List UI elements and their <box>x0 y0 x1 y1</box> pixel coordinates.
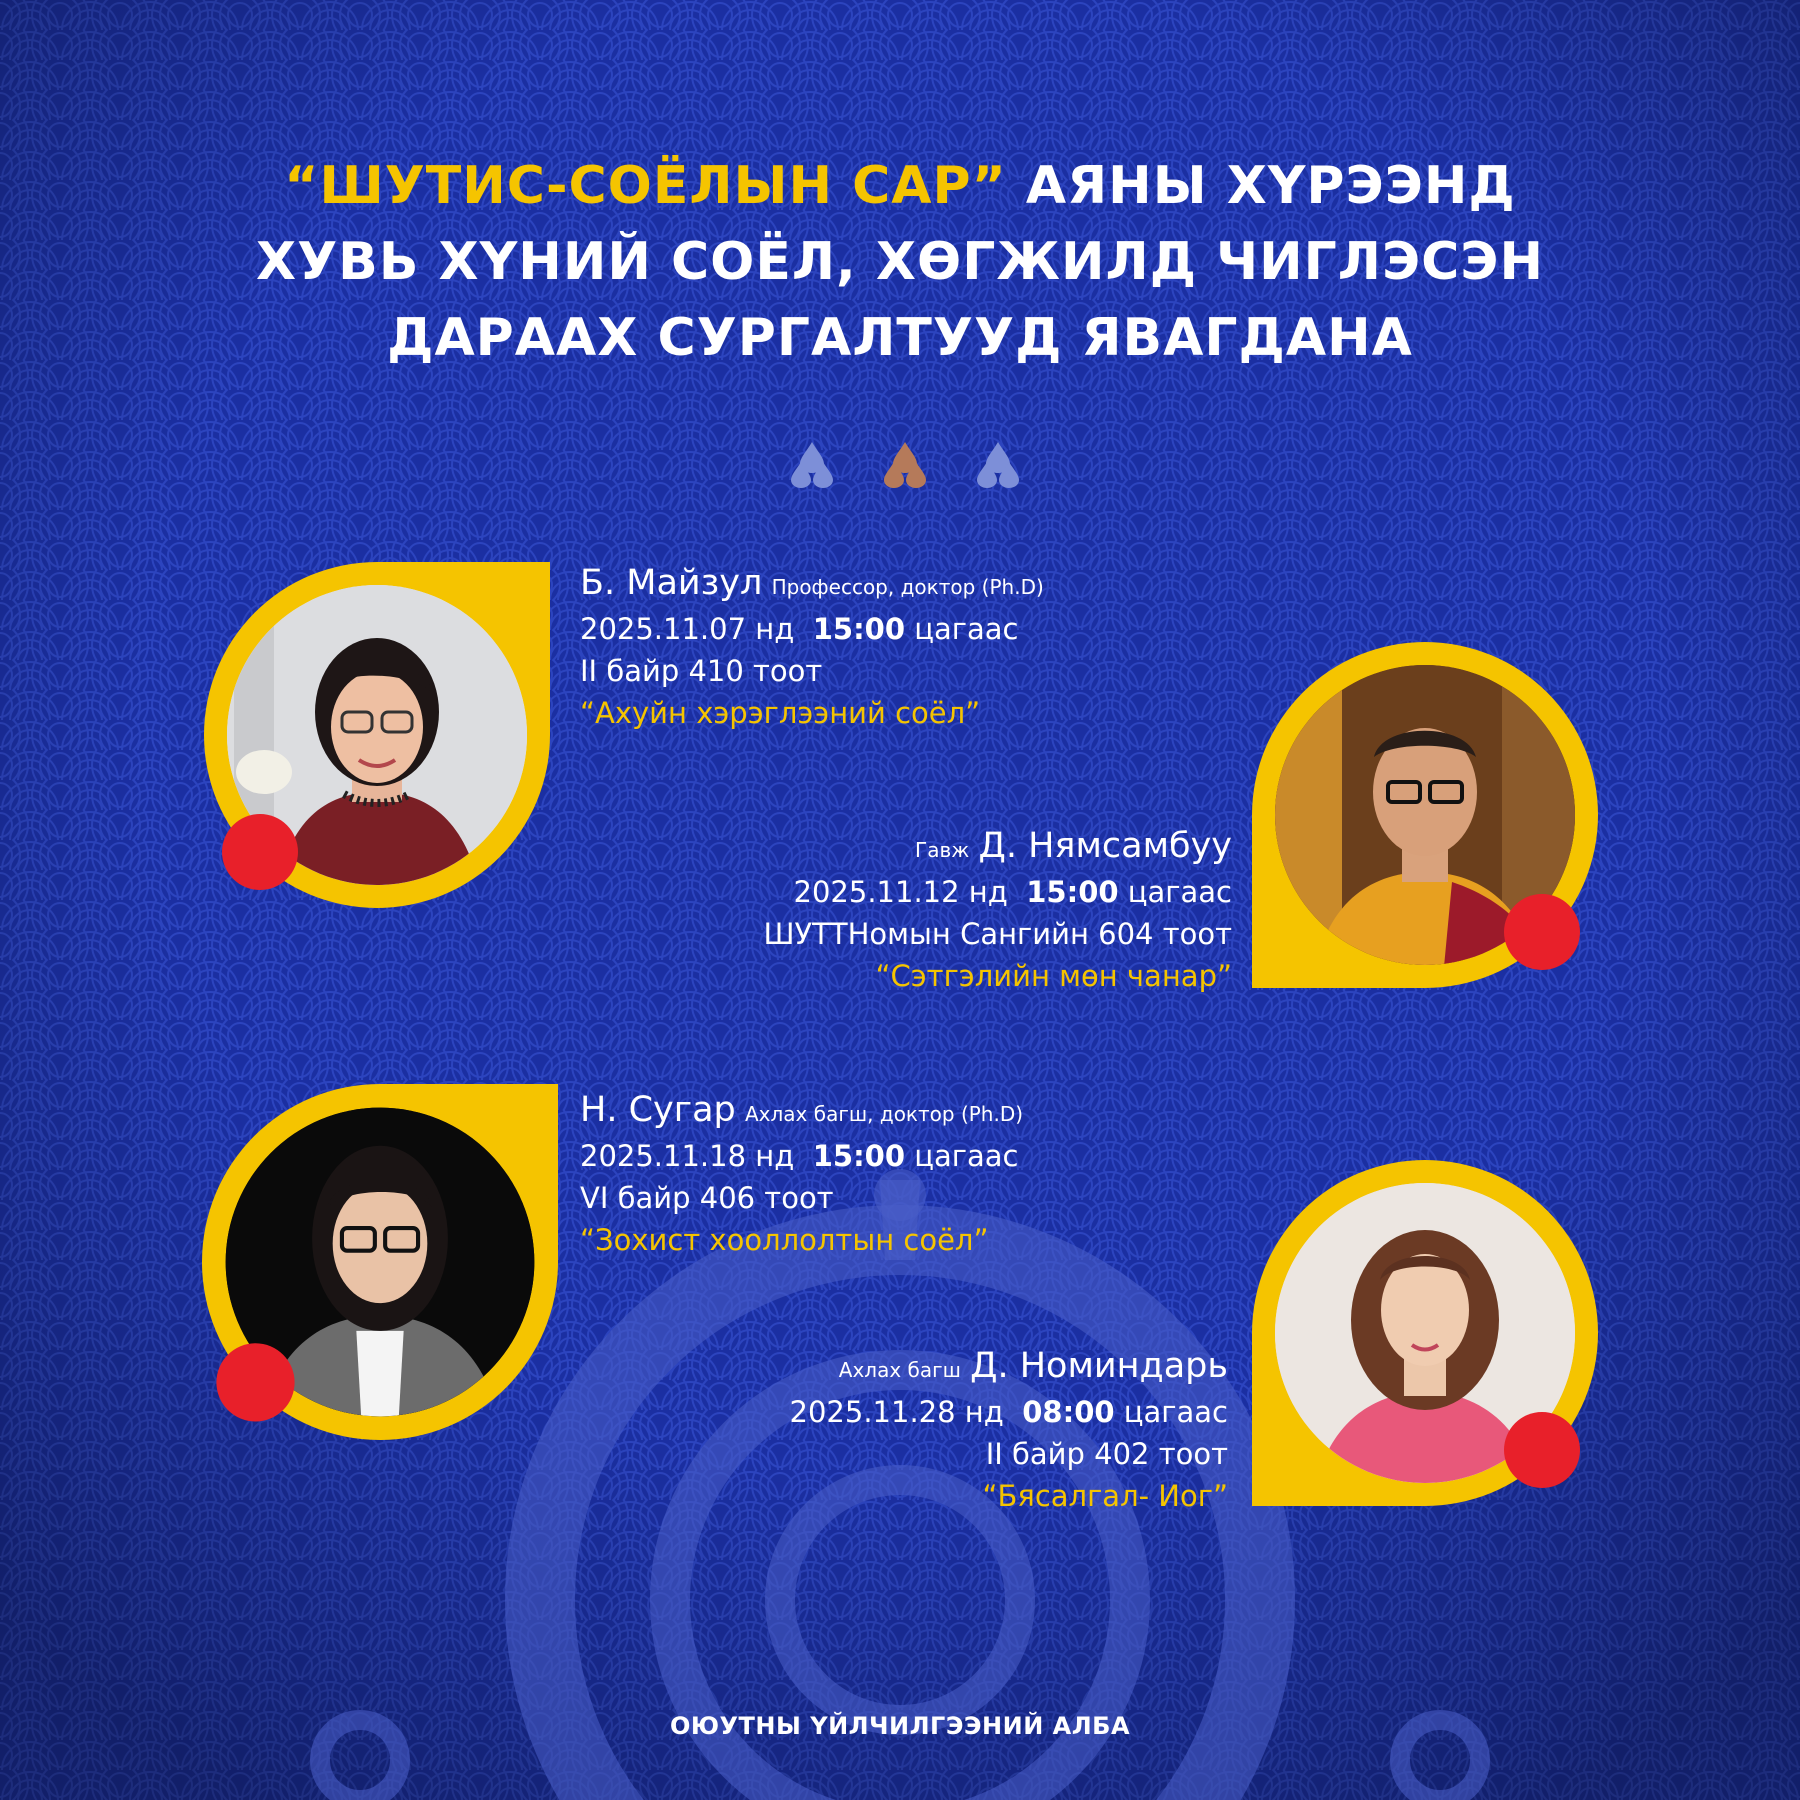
speaker-1-time: 15:00 <box>812 612 906 646</box>
drops-icon <box>977 442 1019 488</box>
speaker-3-time-suffix: цагаас <box>914 1139 1019 1173</box>
speaker-3-photo <box>202 1084 558 1440</box>
speaker-3-name: Н. Сугар <box>580 1090 736 1130</box>
speaker-2-time: 15:00 <box>1026 875 1119 909</box>
red-dot-icon <box>1504 1412 1580 1488</box>
speaker-2-place: ШУТТНомын Сангийн 604 тоот <box>763 917 1232 951</box>
speaker-1-name: Б. Майзул <box>580 563 763 603</box>
speaker-4-info <box>790 1345 1228 1517</box>
speaker-4-topic: “Бясалгал- Иог” <box>982 1479 1228 1513</box>
speaker-3-role: Ахлах багш, доктор (Ph.D) <box>745 1102 1024 1126</box>
speaker-1-date: 2025.11.07 нд <box>580 612 795 646</box>
speaker-3-time: 15:00 <box>812 1139 906 1173</box>
speaker-2-name: Д. Нямсамбуу <box>978 826 1232 866</box>
speaker-1-role: Профессор, доктор (Ph.D) <box>771 575 1044 599</box>
speaker-1-info <box>580 562 1044 734</box>
drops-icon <box>884 442 926 488</box>
speaker-1-photo <box>204 562 550 908</box>
drops-decoration <box>0 440 1800 490</box>
speaker-2-photo <box>1252 642 1598 988</box>
title-highlight: “ШУТИС-СОЁЛЫН САР” <box>284 156 1007 216</box>
speaker-3-info <box>580 1089 1023 1261</box>
speaker-2-prefix: Гавж <box>915 838 970 862</box>
title-line3: ДАРААХ СУРГАЛТУУД ЯВАГДАНА <box>387 308 1413 368</box>
speaker-3-date: 2025.11.18 нд <box>580 1139 795 1173</box>
red-dot-icon <box>1504 894 1580 970</box>
speaker-4-photo <box>1252 1160 1598 1506</box>
red-dot-icon <box>216 1343 294 1421</box>
speaker-2-time-suffix: цагаас <box>1127 875 1232 909</box>
drops-icon <box>791 442 833 488</box>
speaker-1-time-suffix: цагаас <box>914 612 1019 646</box>
speaker-4-prefix: Ахлах багш <box>838 1358 961 1382</box>
speaker-3-topic: “Зохист хооллолтын соёл” <box>580 1223 989 1257</box>
speaker-4-time-suffix: цагаас <box>1123 1395 1228 1429</box>
speaker-1-place: II байр 410 тоот <box>580 654 823 688</box>
speaker-1-topic: “Ахуйн хэрэглээний соёл” <box>580 696 981 730</box>
speaker-4-time: 08:00 <box>1022 1395 1115 1429</box>
title-line1-rest: АЯНЫ ХҮРЭЭНД <box>1006 156 1516 216</box>
speaker-4-place: II байр 402 тоот <box>985 1437 1228 1471</box>
footer-organization: ОЮУТНЫ ҮЙЛЧИЛГЭЭНИЙ АЛБА <box>669 1712 1131 1740</box>
speaker-2-date: 2025.11.12 нд <box>793 875 1008 909</box>
speaker-2-topic: “Сэтгэлийн мөн чанар” <box>875 959 1232 993</box>
speaker-4-name: Д. Номиндарь <box>970 1346 1228 1386</box>
title-line2: ХУВЬ ХҮНИЙ СОЁЛ, ХӨГЖИЛД ЧИГЛЭСЭН <box>256 232 1544 292</box>
red-dot-icon <box>222 814 298 890</box>
speaker-4-date: 2025.11.28 нд <box>789 1395 1004 1429</box>
page-title <box>0 148 1800 376</box>
speaker-3-place: VI байр 406 тоот <box>580 1181 834 1215</box>
speaker-2-info <box>763 825 1232 997</box>
